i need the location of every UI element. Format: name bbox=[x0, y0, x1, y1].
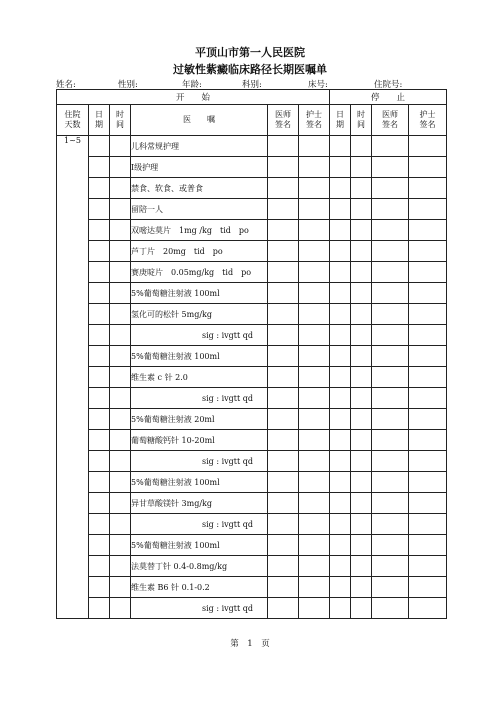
stop-date-header: 日 期 bbox=[330, 105, 351, 136]
stop-nurse-sign-cell bbox=[409, 241, 447, 262]
start-doctor-sign-cell bbox=[268, 409, 299, 430]
start-date-cell bbox=[89, 367, 110, 388]
table-row bbox=[57, 535, 447, 556]
start-date-cell bbox=[89, 346, 110, 367]
table-row bbox=[57, 367, 447, 388]
start-doctor-sign-cell bbox=[268, 430, 299, 451]
stop-time-cell bbox=[351, 346, 372, 367]
stop-time-cell bbox=[351, 241, 372, 262]
start-date-cell bbox=[89, 535, 110, 556]
stop-nurse-sign-cell bbox=[409, 451, 447, 472]
start-doctor-sign-cell bbox=[268, 367, 299, 388]
stop-time-cell bbox=[351, 472, 372, 493]
start-date-cell bbox=[89, 472, 110, 493]
stop-nurse-sign-cell bbox=[409, 598, 447, 619]
stop-date-cell bbox=[330, 304, 351, 325]
stop-date-cell bbox=[330, 136, 351, 157]
order-cell: 禁食、软食、或普食 bbox=[131, 178, 268, 199]
bed-label: 床号: bbox=[308, 80, 328, 90]
start-time-cell bbox=[110, 430, 131, 451]
table-row bbox=[57, 178, 447, 199]
stop-time-cell bbox=[351, 157, 372, 178]
start-nurse-sign-cell bbox=[299, 220, 330, 241]
stop-time-cell bbox=[351, 409, 372, 430]
stop-nurse-sign-cell bbox=[409, 199, 447, 220]
stop-nurse-sign-cell bbox=[409, 535, 447, 556]
order-cell: sig : ivgtt qd bbox=[131, 514, 268, 535]
stop-time-cell bbox=[351, 367, 372, 388]
start-doctor-sign-cell bbox=[268, 346, 299, 367]
stop-date-cell bbox=[330, 514, 351, 535]
start-time-cell bbox=[110, 535, 131, 556]
stop-date-cell bbox=[330, 220, 351, 241]
start-doctor-sign-header: 医师 签名 bbox=[268, 105, 299, 136]
start-date-cell bbox=[89, 283, 110, 304]
stop-doctor-sign-cell bbox=[372, 241, 409, 262]
stop-nurse-sign-cell bbox=[409, 157, 447, 178]
start-doctor-sign-cell bbox=[268, 199, 299, 220]
table-row bbox=[57, 493, 447, 514]
stop-time-header: 时 间 bbox=[351, 105, 372, 136]
order-cell: 赛庚啶片 0.05mg/kg tid po bbox=[131, 262, 268, 283]
table-row bbox=[57, 598, 447, 619]
stop-doctor-sign-cell bbox=[372, 451, 409, 472]
stop-doctor-sign-cell bbox=[372, 388, 409, 409]
start-nurse-sign-cell bbox=[299, 241, 330, 262]
start-nurse-sign-cell bbox=[299, 577, 330, 598]
stop-nurse-sign-cell bbox=[409, 430, 447, 451]
stop-date-cell bbox=[330, 325, 351, 346]
start-doctor-sign-cell bbox=[268, 241, 299, 262]
page-number: 第 1 页 bbox=[230, 639, 270, 649]
table-row bbox=[57, 262, 447, 283]
stop-doctor-sign-cell bbox=[372, 598, 409, 619]
table-row bbox=[57, 472, 447, 493]
start-time-cell bbox=[110, 556, 131, 577]
start-time-cell bbox=[110, 136, 131, 157]
start-section-header: 开 始 bbox=[57, 90, 330, 105]
stop-doctor-sign-cell bbox=[372, 514, 409, 535]
stop-time-cell bbox=[351, 199, 372, 220]
start-doctor-sign-cell bbox=[268, 556, 299, 577]
order-cell: 氢化可的松针 5mg/kg bbox=[131, 304, 268, 325]
order-cell: 5%葡萄糖注射液 100ml bbox=[131, 346, 268, 367]
start-date-cell bbox=[89, 136, 110, 157]
start-doctor-sign-cell bbox=[268, 451, 299, 472]
order-cell: 异甘草酸镁针 3mg/kg bbox=[131, 493, 268, 514]
stop-date-cell bbox=[330, 535, 351, 556]
start-nurse-sign-cell bbox=[299, 493, 330, 514]
stop-doctor-sign-cell bbox=[372, 157, 409, 178]
stop-doctor-sign-cell bbox=[372, 472, 409, 493]
stay-days-header: 住院 天数 bbox=[57, 105, 89, 136]
start-nurse-sign-header: 护士 签名 bbox=[299, 105, 330, 136]
start-date-cell bbox=[89, 304, 110, 325]
start-nurse-sign-cell bbox=[299, 304, 330, 325]
order-cell: 芦丁片 20mg tid po bbox=[131, 241, 268, 262]
stop-date-cell bbox=[330, 472, 351, 493]
start-nurse-sign-cell bbox=[299, 472, 330, 493]
stop-time-cell bbox=[351, 136, 372, 157]
stop-date-cell bbox=[330, 346, 351, 367]
start-doctor-sign-cell bbox=[268, 472, 299, 493]
start-nurse-sign-cell bbox=[299, 262, 330, 283]
start-time-cell bbox=[110, 514, 131, 535]
stop-nurse-sign-cell bbox=[409, 220, 447, 241]
stop-nurse-sign-cell bbox=[409, 262, 447, 283]
table-row bbox=[57, 409, 447, 430]
stop-doctor-sign-cell bbox=[372, 136, 409, 157]
stop-date-cell bbox=[330, 178, 351, 199]
start-time-cell bbox=[110, 367, 131, 388]
start-time-cell bbox=[110, 178, 131, 199]
start-date-cell bbox=[89, 220, 110, 241]
stop-section-header: 停 止 bbox=[330, 90, 447, 105]
stop-date-cell bbox=[330, 388, 351, 409]
table-row bbox=[57, 157, 447, 178]
start-nurse-sign-cell bbox=[299, 514, 330, 535]
start-date-cell bbox=[89, 157, 110, 178]
age-label: 年龄: bbox=[182, 80, 202, 90]
start-doctor-sign-cell bbox=[268, 220, 299, 241]
orders-header: 医 嘱 bbox=[131, 105, 268, 136]
start-nurse-sign-cell bbox=[299, 346, 330, 367]
order-cell: 5%葡萄糖注射液 100ml bbox=[131, 535, 268, 556]
table-row bbox=[57, 241, 447, 262]
stop-nurse-sign-cell bbox=[409, 577, 447, 598]
table-row bbox=[57, 325, 447, 346]
stop-doctor-sign-cell bbox=[372, 199, 409, 220]
stop-nurse-sign-cell bbox=[409, 346, 447, 367]
stop-doctor-sign-cell bbox=[372, 178, 409, 199]
table-row bbox=[57, 388, 447, 409]
start-nurse-sign-cell bbox=[299, 178, 330, 199]
table-row bbox=[57, 556, 447, 577]
stop-time-cell bbox=[351, 451, 372, 472]
order-cell: 维生素 c 针 2.0 bbox=[131, 367, 268, 388]
start-time-cell bbox=[110, 220, 131, 241]
order-cell: 法莫替丁针 0.4-0.8mg/kg bbox=[131, 556, 268, 577]
order-cell: 5%葡萄糖注射液 20ml bbox=[131, 409, 268, 430]
start-doctor-sign-cell bbox=[268, 514, 299, 535]
stop-date-cell bbox=[330, 157, 351, 178]
stop-doctor-sign-cell bbox=[372, 367, 409, 388]
start-time-cell bbox=[110, 241, 131, 262]
stop-date-cell bbox=[330, 451, 351, 472]
start-date-cell bbox=[89, 241, 110, 262]
table-row bbox=[57, 136, 447, 157]
start-date-cell bbox=[89, 262, 110, 283]
stop-doctor-sign-cell bbox=[372, 577, 409, 598]
stop-date-cell bbox=[330, 367, 351, 388]
stop-nurse-sign-cell bbox=[409, 136, 447, 157]
start-time-cell bbox=[110, 472, 131, 493]
order-cell: sig : ivgtt qd bbox=[131, 598, 268, 619]
start-nurse-sign-cell bbox=[299, 535, 330, 556]
stop-date-cell bbox=[330, 199, 351, 220]
start-doctor-sign-cell bbox=[268, 157, 299, 178]
table-row bbox=[57, 283, 447, 304]
start-nurse-sign-cell bbox=[299, 199, 330, 220]
stop-doctor-sign-header: 医师 签名 bbox=[372, 105, 409, 136]
start-time-cell bbox=[110, 409, 131, 430]
start-nurse-sign-cell bbox=[299, 367, 330, 388]
start-nurse-sign-cell bbox=[299, 325, 330, 346]
start-time-cell bbox=[110, 283, 131, 304]
stop-time-cell bbox=[351, 388, 372, 409]
start-doctor-sign-cell bbox=[268, 577, 299, 598]
stop-date-cell bbox=[330, 556, 351, 577]
stop-date-cell bbox=[330, 409, 351, 430]
stay-days-cell: 1~5 bbox=[57, 136, 89, 619]
stop-time-cell bbox=[351, 430, 372, 451]
table-row bbox=[57, 220, 447, 241]
stop-date-cell bbox=[330, 241, 351, 262]
start-nurse-sign-cell bbox=[299, 283, 330, 304]
stop-doctor-sign-cell bbox=[372, 493, 409, 514]
stop-nurse-sign-cell bbox=[409, 304, 447, 325]
stop-time-cell bbox=[351, 556, 372, 577]
stop-nurse-sign-cell bbox=[409, 388, 447, 409]
stop-time-cell bbox=[351, 535, 372, 556]
stop-nurse-sign-cell bbox=[409, 556, 447, 577]
start-date-cell bbox=[89, 430, 110, 451]
stop-nurse-sign-cell bbox=[409, 325, 447, 346]
stop-doctor-sign-cell bbox=[372, 262, 409, 283]
stop-nurse-sign-cell bbox=[409, 472, 447, 493]
table-row bbox=[57, 199, 447, 220]
start-time-header: 时 间 bbox=[110, 105, 131, 136]
table-row bbox=[57, 346, 447, 367]
start-doctor-sign-cell bbox=[268, 493, 299, 514]
start-date-cell bbox=[89, 199, 110, 220]
start-time-cell bbox=[110, 598, 131, 619]
start-date-header: 日 期 bbox=[89, 105, 110, 136]
stop-doctor-sign-cell bbox=[372, 535, 409, 556]
start-nurse-sign-cell bbox=[299, 388, 330, 409]
stop-doctor-sign-cell bbox=[372, 304, 409, 325]
sex-label: 性别: bbox=[118, 80, 138, 90]
stop-date-cell bbox=[330, 598, 351, 619]
stop-doctor-sign-cell bbox=[372, 346, 409, 367]
stop-nurse-sign-cell bbox=[409, 409, 447, 430]
stop-nurse-sign-cell bbox=[409, 178, 447, 199]
start-time-cell bbox=[110, 157, 131, 178]
stop-nurse-sign-cell bbox=[409, 514, 447, 535]
stop-time-cell bbox=[351, 493, 372, 514]
start-date-cell bbox=[89, 514, 110, 535]
orders-table bbox=[56, 89, 447, 619]
stop-date-cell bbox=[330, 577, 351, 598]
stop-doctor-sign-cell bbox=[372, 430, 409, 451]
start-time-cell bbox=[110, 304, 131, 325]
start-nurse-sign-cell bbox=[299, 598, 330, 619]
stop-nurse-sign-cell bbox=[409, 493, 447, 514]
order-cell: 双嘧达莫片 1mg /kg tid po bbox=[131, 220, 268, 241]
order-cell: 维生素 B6 针 0.1-0.2 bbox=[131, 577, 268, 598]
start-doctor-sign-cell bbox=[268, 283, 299, 304]
start-doctor-sign-cell bbox=[268, 535, 299, 556]
start-nurse-sign-cell bbox=[299, 556, 330, 577]
start-date-cell bbox=[89, 577, 110, 598]
start-doctor-sign-cell bbox=[268, 325, 299, 346]
stop-time-cell bbox=[351, 514, 372, 535]
start-time-cell bbox=[110, 199, 131, 220]
order-cell: Ⅰ级护理 bbox=[131, 157, 268, 178]
start-date-cell bbox=[89, 178, 110, 199]
admission-no-label: 住院号: bbox=[374, 80, 403, 90]
order-cell: sig : ivgtt qd bbox=[131, 451, 268, 472]
stop-doctor-sign-cell bbox=[372, 325, 409, 346]
start-doctor-sign-cell bbox=[268, 262, 299, 283]
stop-date-cell bbox=[330, 283, 351, 304]
department-label: 科别: bbox=[242, 80, 262, 90]
start-nurse-sign-cell bbox=[299, 451, 330, 472]
start-doctor-sign-cell bbox=[268, 178, 299, 199]
start-date-cell bbox=[89, 451, 110, 472]
table-row bbox=[57, 430, 447, 451]
stop-doctor-sign-cell bbox=[372, 409, 409, 430]
stop-doctor-sign-cell bbox=[372, 556, 409, 577]
stop-time-cell bbox=[351, 598, 372, 619]
order-cell: 5%葡萄糖注射液 100ml bbox=[131, 283, 268, 304]
hospital-name: 平顶山市第一人民医院 bbox=[195, 46, 305, 59]
stop-date-cell bbox=[330, 493, 351, 514]
start-date-cell bbox=[89, 388, 110, 409]
order-cell: sig : ivgtt qd bbox=[131, 388, 268, 409]
stop-doctor-sign-cell bbox=[372, 283, 409, 304]
order-cell: 留陪一人 bbox=[131, 199, 268, 220]
stop-time-cell bbox=[351, 262, 372, 283]
stop-time-cell bbox=[351, 178, 372, 199]
start-time-cell bbox=[110, 262, 131, 283]
start-doctor-sign-cell bbox=[268, 598, 299, 619]
order-cell: 儿科常规护理 bbox=[131, 136, 268, 157]
table-row bbox=[57, 304, 447, 325]
start-time-cell bbox=[110, 346, 131, 367]
order-cell: sig : ivgtt qd bbox=[131, 325, 268, 346]
name-label: 姓名: bbox=[56, 80, 76, 90]
order-cell: 5%葡萄糖注射液 100ml bbox=[131, 472, 268, 493]
start-date-cell bbox=[89, 598, 110, 619]
stop-time-cell bbox=[351, 220, 372, 241]
stop-date-cell bbox=[330, 430, 351, 451]
start-time-cell bbox=[110, 325, 131, 346]
start-doctor-sign-cell bbox=[268, 304, 299, 325]
start-date-cell bbox=[89, 409, 110, 430]
stop-doctor-sign-cell bbox=[372, 220, 409, 241]
stop-nurse-sign-cell bbox=[409, 367, 447, 388]
stop-nurse-sign-cell bbox=[409, 283, 447, 304]
start-nurse-sign-cell bbox=[299, 430, 330, 451]
stop-nurse-sign-header: 护士 签名 bbox=[409, 105, 447, 136]
start-date-cell bbox=[89, 325, 110, 346]
start-time-cell bbox=[110, 451, 131, 472]
form-title: 过敏性紫癜临床路径长期医嘱单 bbox=[173, 63, 327, 76]
stop-time-cell bbox=[351, 283, 372, 304]
order-cell: 葡萄糖酸钙针 10-20ml bbox=[131, 430, 268, 451]
start-nurse-sign-cell bbox=[299, 157, 330, 178]
table-row bbox=[57, 577, 447, 598]
table-row bbox=[57, 514, 447, 535]
start-nurse-sign-cell bbox=[299, 136, 330, 157]
stop-time-cell bbox=[351, 304, 372, 325]
start-time-cell bbox=[110, 577, 131, 598]
table-row bbox=[57, 451, 447, 472]
stop-time-cell bbox=[351, 577, 372, 598]
start-nurse-sign-cell bbox=[299, 409, 330, 430]
start-date-cell bbox=[89, 493, 110, 514]
stop-time-cell bbox=[351, 325, 372, 346]
start-date-cell bbox=[89, 556, 110, 577]
start-time-cell bbox=[110, 493, 131, 514]
start-time-cell bbox=[110, 388, 131, 409]
stop-date-cell bbox=[330, 262, 351, 283]
start-doctor-sign-cell bbox=[268, 388, 299, 409]
start-doctor-sign-cell bbox=[268, 136, 299, 157]
